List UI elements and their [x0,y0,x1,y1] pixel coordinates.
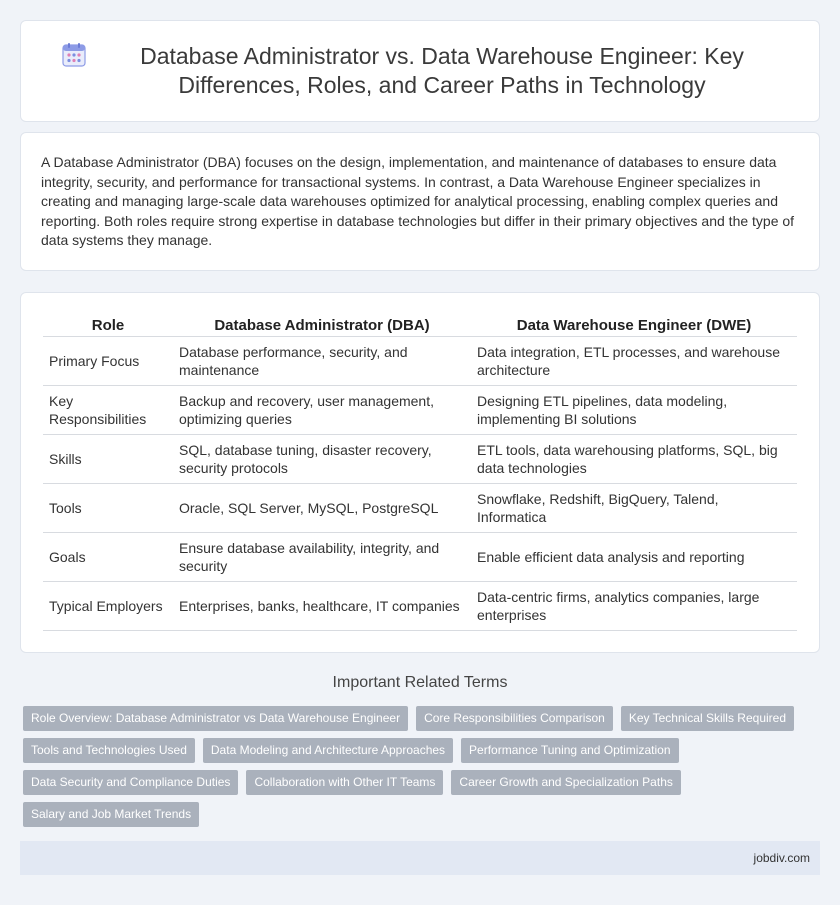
dba-cell: Oracle, SQL Server, MySQL, PostgreSQL [173,484,471,533]
dwe-cell: Data-centric firms, analytics companies, large enterprises [471,582,797,631]
dba-cell: Backup and recovery, user management, optimizing queries [173,386,471,435]
header-role: Role [43,311,173,337]
calendar-grid-icon [61,42,87,68]
table-row [43,386,797,435]
related-term-tag[interactable]: Salary and Job Market Trends [23,802,199,827]
related-term-tag[interactable]: Data Modeling and Architecture Approaches [203,738,453,763]
dwe-cell: ETL tools, data warehousing platforms, SQL, big data technologies [471,435,797,484]
page-title: Database Administrator vs. Data Warehouse Engineer: Key Differences, Roles, and Career Paths in Technology [140,43,744,98]
related-term-tag[interactable]: Data Security and Compliance Duties [23,770,238,795]
row-label: Primary Focus [43,337,173,386]
table-header-row [43,311,797,337]
dwe-cell: Data integration, ETL processes, and warehouse architecture [471,337,797,386]
dwe-cell: Enable efficient data analysis and reporting [471,533,797,582]
intro-card [20,132,820,271]
row-label: Goals [43,533,173,582]
related-term-tag[interactable]: Role Overview: Database Administrator vs Data Warehouse Engineer [23,706,408,731]
row-label: Skills [43,435,173,484]
comparison-table-card [20,292,820,653]
related-term-tag[interactable]: Key Technical Skills Required [621,706,794,731]
header-dwe: Data Warehouse Engineer (DWE) [471,311,797,337]
related-term-tag[interactable]: Core Responsibilities Comparison [416,706,613,731]
related-term-tag[interactable]: Career Growth and Specialization Paths [451,770,680,795]
dba-cell: Database performance, security, and maintenance [173,337,471,386]
header-card [20,20,820,122]
related-term-tag[interactable]: Collaboration with Other IT Teams [246,770,443,795]
comparison-table [43,311,797,631]
row-label: Key Responsibilities [43,386,173,435]
table-row [43,435,797,484]
related-terms-list [23,706,823,834]
table-row [43,337,797,386]
dwe-cell: Snowflake, Redshift, BigQuery, Talend, Informatica [471,484,797,533]
dwe-cell: Designing ETL pipelines, data modeling, implementing BI solutions [471,386,797,435]
row-label: Tools [43,484,173,533]
footer-site-link[interactable]: jobdiv.com [753,851,810,865]
dba-cell: Enterprises, banks, healthcare, IT companies [173,582,471,631]
table-row [43,533,797,582]
related-term-tag[interactable]: Tools and Technologies Used [23,738,195,763]
intro-paragraph: A Database Administrator (DBA) focuses on the design, implementation, and maintenance of databases to ensure data integrity, security, and performance for transactional systems. In contrast, a Data Warehouse Engineer specializes in creating and managing large-scale data warehouses optimized for analytical processing, enabling complex queries and reporting. Both roles require strong expertise in database technologies but differ in their primary objectives and the type of data systems they manage. [41,154,795,248]
dba-cell: Ensure database availability, integrity, and security [173,533,471,582]
header-dba: Database Administrator (DBA) [173,311,471,337]
row-label: Typical Employers [43,582,173,631]
table-row [43,582,797,631]
dba-cell: SQL, database tuning, disaster recovery, security protocols [173,435,471,484]
related-terms-heading: Important Related Terms [332,674,508,691]
related-term-tag[interactable]: Performance Tuning and Optimization [461,738,678,763]
table-row [43,484,797,533]
footer [20,841,820,875]
